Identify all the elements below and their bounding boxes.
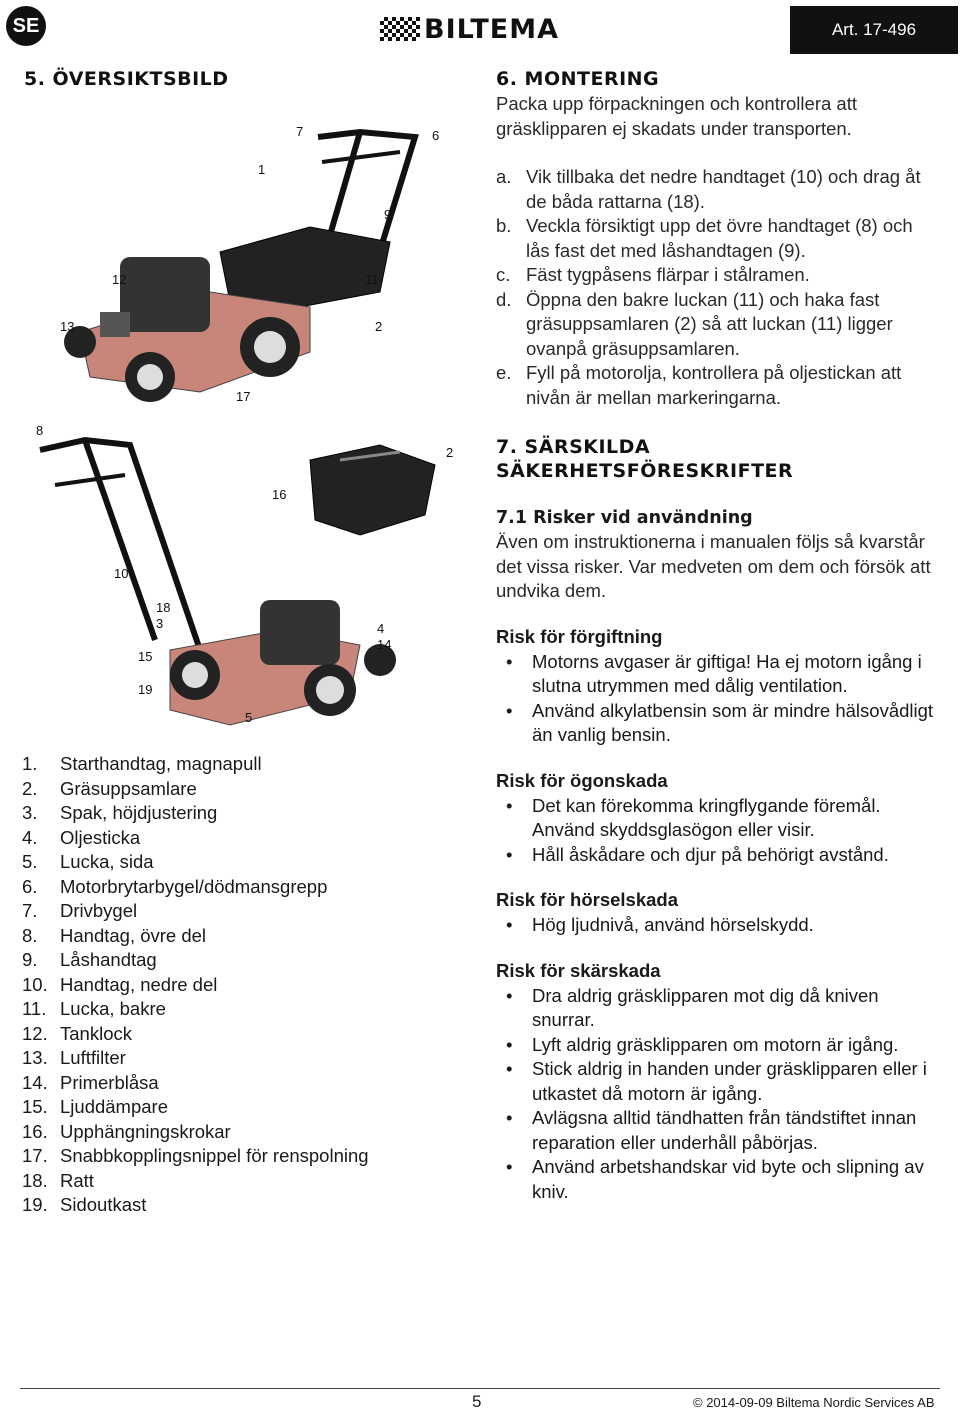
list-item: 11. Lucka, bakre [22, 998, 166, 1019]
callout-3: 3 [156, 616, 164, 631]
list-item: 13. Luftfilter [22, 1047, 126, 1068]
callout-7: 7 [296, 124, 304, 139]
list-item: b. Veckla försiktigt upp det övre handtaget (8) och lås fast det med låshandtagen (9). [496, 215, 913, 261]
callout-10: 10 [114, 566, 129, 581]
list-item: • Använd alkylatbensin som är mindre hälsovådligt än vanlig bensin. [506, 699, 934, 745]
list-item: 4. Oljesticka [22, 826, 141, 848]
section-6-title: 6. MONTERING [496, 68, 660, 90]
list-item: 12. Tanklock [22, 1022, 132, 1044]
list-item: • Det kan förekomma kringflygande föremål. Använd skyddsglasögon eller visir. [506, 794, 881, 840]
callout-8: 8 [36, 423, 44, 438]
callout-4: 4 [377, 621, 385, 636]
section-7-title-line2: SÄKERHETSFÖRESKRIFTER [496, 460, 794, 482]
language-badge: SE [6, 6, 46, 46]
copyright: © 2014-09-09 Biltema Nordic Services AB [693, 1395, 935, 1410]
callout-5: 5 [245, 710, 253, 725]
page-number: 5 [472, 1392, 482, 1411]
safety-content [496, 508, 936, 1204]
list-item: • Hög ljudnivå, använd hörselskydd. [506, 914, 814, 935]
list-item: • Dra aldrig gräsklipparen mot dig då kniven snurrar. [506, 984, 879, 1030]
section-5-title: 5. ÖVERSIKTSBILD [24, 68, 229, 90]
sub-section-text: Även om instruktionerna i manualen följs så kvarstår det vissa risker. Var medveten om dem och försök att undvika dem. [496, 531, 931, 601]
list-item: 9. Låshandtag [22, 949, 157, 970]
callout-17: 17 [236, 389, 251, 404]
list-item: c. Fäst tygpåsens flärpar i stålramen. [496, 264, 810, 285]
list-item: • Avlägsna alltid tändhatten från tändstiftet innan reparation eller underhåll påbörjas. [506, 1107, 917, 1153]
article-number: Art. 17-496 [790, 6, 958, 54]
list-item: 14. Primerblåsa [22, 1071, 159, 1093]
logo-checker-icon [380, 17, 420, 41]
list-item: 19. Sidoutkast [22, 1194, 147, 1215]
callout-13: 13 [60, 319, 75, 334]
list-item: 10. Handtag, nedre del [22, 973, 218, 995]
list-item: 15. Ljuddämpare [22, 1096, 168, 1117]
callout-12: 12 [112, 272, 127, 287]
callout-16: 16 [272, 487, 287, 502]
list-item: 18. Ratt [22, 1169, 94, 1191]
brand-name: BILTEMA [424, 13, 559, 45]
callout-1: 1 [258, 162, 266, 177]
list-item: d. Öppna den bakre luckan (11) och haka fast gräsuppsamlaren (2) så att luckan (11) ligger ovanpå gräsuppsamlaren. [496, 288, 893, 359]
callout-6: 6 [432, 128, 440, 143]
section-6-intro: Packa upp förpackningen och kontrollera att gräsklipparen ej skadats under transporten. [496, 93, 857, 139]
list-item: 5. Lucka, sida [22, 851, 154, 872]
list-item: 6. Motorbrytarbygel/dödmansgrepp [22, 875, 328, 897]
risk-heading-hearing: Risk för hörselskada [496, 889, 678, 910]
list-item: • Stick aldrig in handen under gräsklipparen eller i utkastet då motorn är igång. [506, 1058, 927, 1104]
list-item: 16. Upphängningskrokar [22, 1120, 231, 1142]
grass-bag-illustration [300, 440, 440, 540]
callout-19: 19 [138, 682, 153, 697]
list-item: • Håll åskådare och djur på behörigt avstånd. [506, 843, 889, 865]
risk-heading-eye: Risk för ögonskada [496, 769, 668, 791]
list-item: 2. Gräsuppsamlare [22, 777, 197, 799]
list-item: 7. Drivbygel [22, 900, 138, 921]
callout-18: 18 [156, 600, 171, 615]
list-item: 8. Handtag, övre del [22, 924, 207, 946]
callout-14: 14 [377, 637, 392, 652]
callout-9: 9 [384, 207, 392, 222]
callout-2: 2 [375, 319, 383, 334]
list-item: 17. Snabbkopplingsnippel för renspolning [22, 1145, 369, 1166]
sub-section-title: 7.1 Risker vid användning [496, 508, 753, 528]
list-item: • Använd arbetshandskar vid byte och slipning av kniv. [506, 1156, 924, 1202]
callout-15: 15 [138, 649, 153, 664]
mower-illustration-top [60, 92, 460, 412]
list-item: • Motorns avgaser är giftiga! Ha ej motorn igång i slutna utrymmen med dålig ventilation. [506, 650, 922, 696]
list-item: 1. Starthandtag, magnapull [22, 753, 262, 774]
risk-heading-cut: Risk för skärskada [496, 959, 661, 981]
brand-logo [380, 14, 580, 44]
footer-divider [20, 1388, 940, 1389]
parts-list [22, 752, 442, 1218]
list-item: • Lyft aldrig gräsklipparen om motorn är igång. [506, 1033, 899, 1055]
assembly-steps [496, 165, 936, 410]
section-7-title-line1: 7. SÄRSKILDA [496, 436, 651, 458]
list-item: e. Fyll på motorolja, kontrollera på oljestickan att nivån är mellan markeringarna. [496, 362, 902, 408]
list-item: 3. Spak, höjdjustering [22, 802, 218, 823]
list-item: a. Vik tillbaka det nedre handtaget (10) och drag åt de båda rattarna (18). [496, 166, 921, 212]
callout-2b: 2 [446, 445, 454, 460]
risk-heading-poisoning: Risk för förgiftning [496, 625, 663, 647]
callout-11: 11 [365, 272, 379, 287]
